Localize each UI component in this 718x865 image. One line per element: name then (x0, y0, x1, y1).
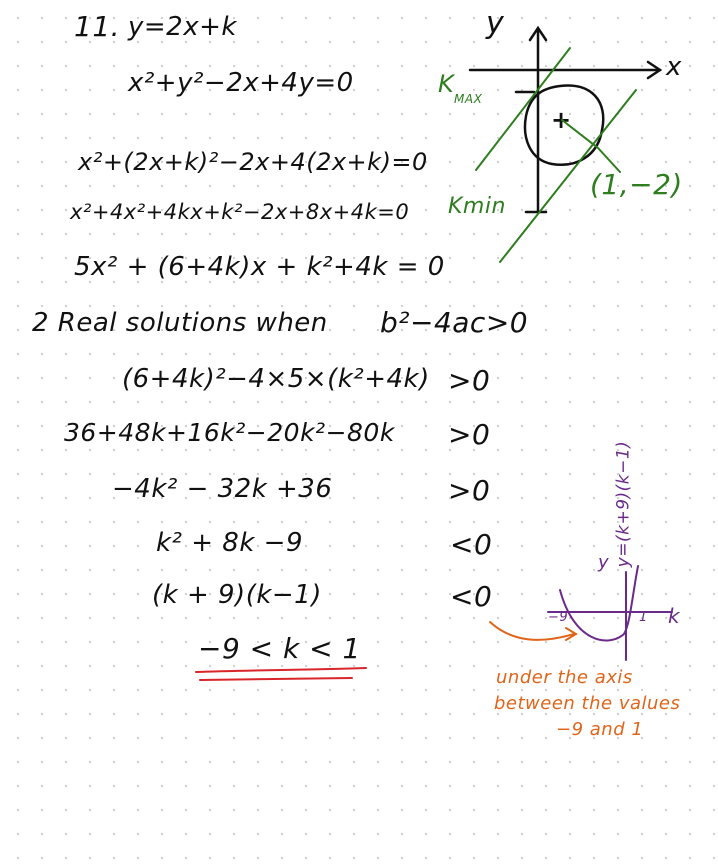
answer-underline (196, 668, 366, 680)
root-left-label: −9 (548, 610, 569, 625)
divided-inequality: <0 (450, 528, 493, 561)
simplified-inequality: >0 (448, 474, 491, 507)
discriminant-expanded: 36+48k+16k²−20k²−80k (64, 418, 395, 447)
lower-tangent-line (500, 90, 636, 262)
root-right-label: 1 (639, 610, 648, 625)
kmax-label: K (438, 70, 455, 98)
orange-arrow (490, 622, 574, 640)
question-number: 11. (74, 10, 121, 43)
simplified-expression: −4k² − 32k +36 (112, 474, 333, 504)
kmin-label: Kmin (448, 194, 506, 219)
diagram2-y-label: y (598, 552, 610, 573)
curve-equation-label: y=(k+9)(k−1) (613, 440, 634, 568)
condition-text: 2 Real solutions when (32, 308, 328, 338)
factored-expression: (k + 9)(k−1) (152, 580, 322, 610)
circle-shape (525, 85, 603, 164)
factored-inequality: <0 (450, 580, 493, 613)
substitution-line: x²+(2x+k)²−2x+4(2x+k)=0 (78, 148, 428, 176)
divided-expression: k² + 8k −9 (156, 528, 303, 558)
note-line-1: under the axis (496, 667, 633, 688)
quadratic-line: 5x² + (6+4k)x + k²+4k = 0 (74, 252, 445, 282)
diagram2-k-label: k (668, 604, 681, 628)
tangent-lines (476, 48, 636, 262)
line-equation: y=2x+k (128, 12, 237, 42)
discriminant-expanded-inequality: >0 (448, 418, 491, 451)
discriminant-expression: (6+4k)²−4×5×(k²+4k) (122, 364, 430, 394)
circle-equation: x²+y²−2x+4y=0 (128, 68, 354, 98)
diagram2-graph (548, 566, 672, 660)
expanded-line: x²+4x²+4kx+k²−2x+8x+4k=0 (70, 200, 410, 224)
upper-tangent-line (476, 48, 570, 170)
circle-center-marker: + (551, 106, 572, 134)
final-answer: −9 < k < 1 (198, 632, 361, 665)
diagram1-x-label: x (666, 52, 682, 82)
tangent-point-label: (1,−2) (590, 168, 683, 201)
answer-underline-2 (200, 678, 352, 680)
note-line-2: between the values (494, 693, 681, 714)
note-line-3: −9 and 1 (556, 719, 644, 740)
kmax-subscript: MAX (454, 92, 483, 106)
discriminant-inequality: >0 (448, 364, 491, 397)
diagram1-y-label: y (486, 6, 505, 41)
discriminant-rule: b²−4ac>0 (380, 306, 529, 339)
answer-underline-1 (196, 668, 366, 672)
